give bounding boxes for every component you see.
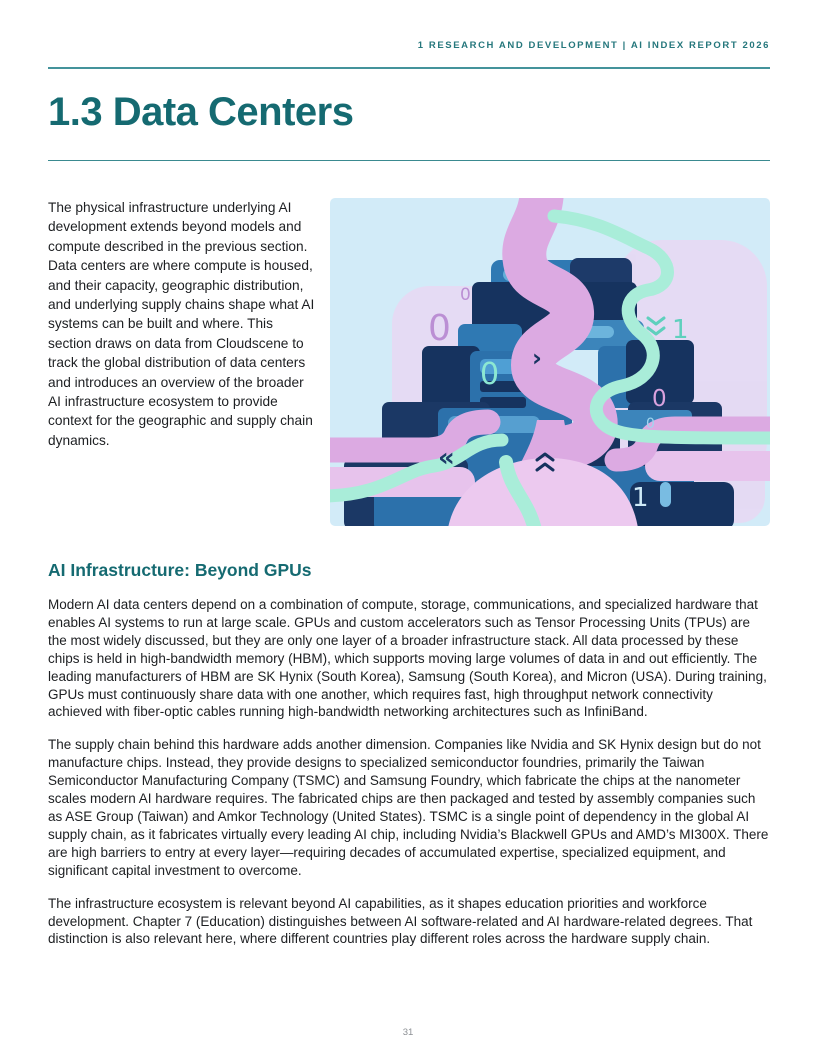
one-teal: 1	[672, 315, 689, 345]
intro-section	[48, 198, 770, 526]
section-body	[48, 596, 770, 948]
page-title: 1.3 Data Centers	[48, 90, 354, 134]
zero-teal: 0	[480, 357, 500, 392]
chevron-right-icon: ›	[532, 344, 542, 372]
running-header: 1 RESEARCH AND DEVELOPMENT | AI INDEX REPORT 2026	[417, 40, 770, 51]
zero-large-purple: 0	[428, 308, 451, 349]
one-light: 1	[632, 483, 649, 513]
data-center-illustration	[330, 198, 770, 526]
body-paragraph-3: The infrastructure ecosystem is relevant beyond AI capabilities, as it shapes education priorities and workforce development. Chapter 7 (Education) distinguishes between AI software-related and AI hardware-related degrees. That distinction is also relevant here, where different countries play different roles across the hardware supply chain.	[48, 895, 753, 947]
section-heading: AI Infrastructure: Beyond GPUs	[48, 560, 312, 580]
pill-detail	[660, 482, 671, 507]
intro-paragraph: The physical infrastructure underlying AI development extends beyond models and compute described in the previous section. Data centers are where compute is housed, and their capacity, geographic distribution, and underlying supply chains shape what AI systems can be built and where. This section draws on data from Cloudscene to track the global distribution of data centers and introduces an overview of the broader AI infrastructure ecosystem to provide context for the geographic and supply chain dynamics.	[48, 200, 315, 448]
header-rule	[48, 67, 770, 69]
chevrons-left-icon: «	[438, 443, 455, 473]
zero-pink: 0	[652, 386, 667, 412]
zero-small-purple: 0	[460, 285, 471, 305]
body-paragraph-2: The supply chain behind this hardware adds another dimension. Companies like Nvidia and SK Hynix design but do not manufacture chips. Instead, they provide designs to specialized semiconductor foundries, primarily the Taiwan Semiconductor Manufacturing Company (TSMC) and Samsung Foundry, which fabricate the chips at the nanometer scales modern AI hardware requires. The fabricated chips are then packaged and tested by assembly companies such as ASE Group (Taiwan) and Amkor Technology (United States). TSMC is a single point of dependency in the global AI supply chain, as it fabricates virtually every leading AI chip, including Nvidia’s Blackwell GPUs and AMD’s MI300X. There are high barriers to entry at every layer—requiring decades of accumulated expertise, specialized equipment, and significant capital investment to overcome.	[48, 737, 769, 878]
body-paragraph-1: Modern AI data centers depend on a combination of compute, storage, communications, and specialized hardware that enables AI systems to run at large scale. GPUs and custom accelerators such as Tensor Processing Units (TPUs) are the most widely discussed, but they are only one layer of a broader infrastructure stack. All data processed by these chips is held in high-bandwidth memory (HBM), which supports moving large volumes of data in and out efficiently. The leading manufacturers of HBM are SK Hynix (South Korea), Samsung (South Korea), and Micron (USA). During training, GPUs must continuously share data with one another, which requires fast, high throughput network connectivity achieved with fiber-optic cables running high-bandwidth networking architectures such as InfiniBand.	[48, 597, 767, 720]
page-number: 31	[402, 1027, 414, 1038]
title-rule	[48, 160, 770, 161]
zero-light-blue: 0	[646, 416, 655, 432]
